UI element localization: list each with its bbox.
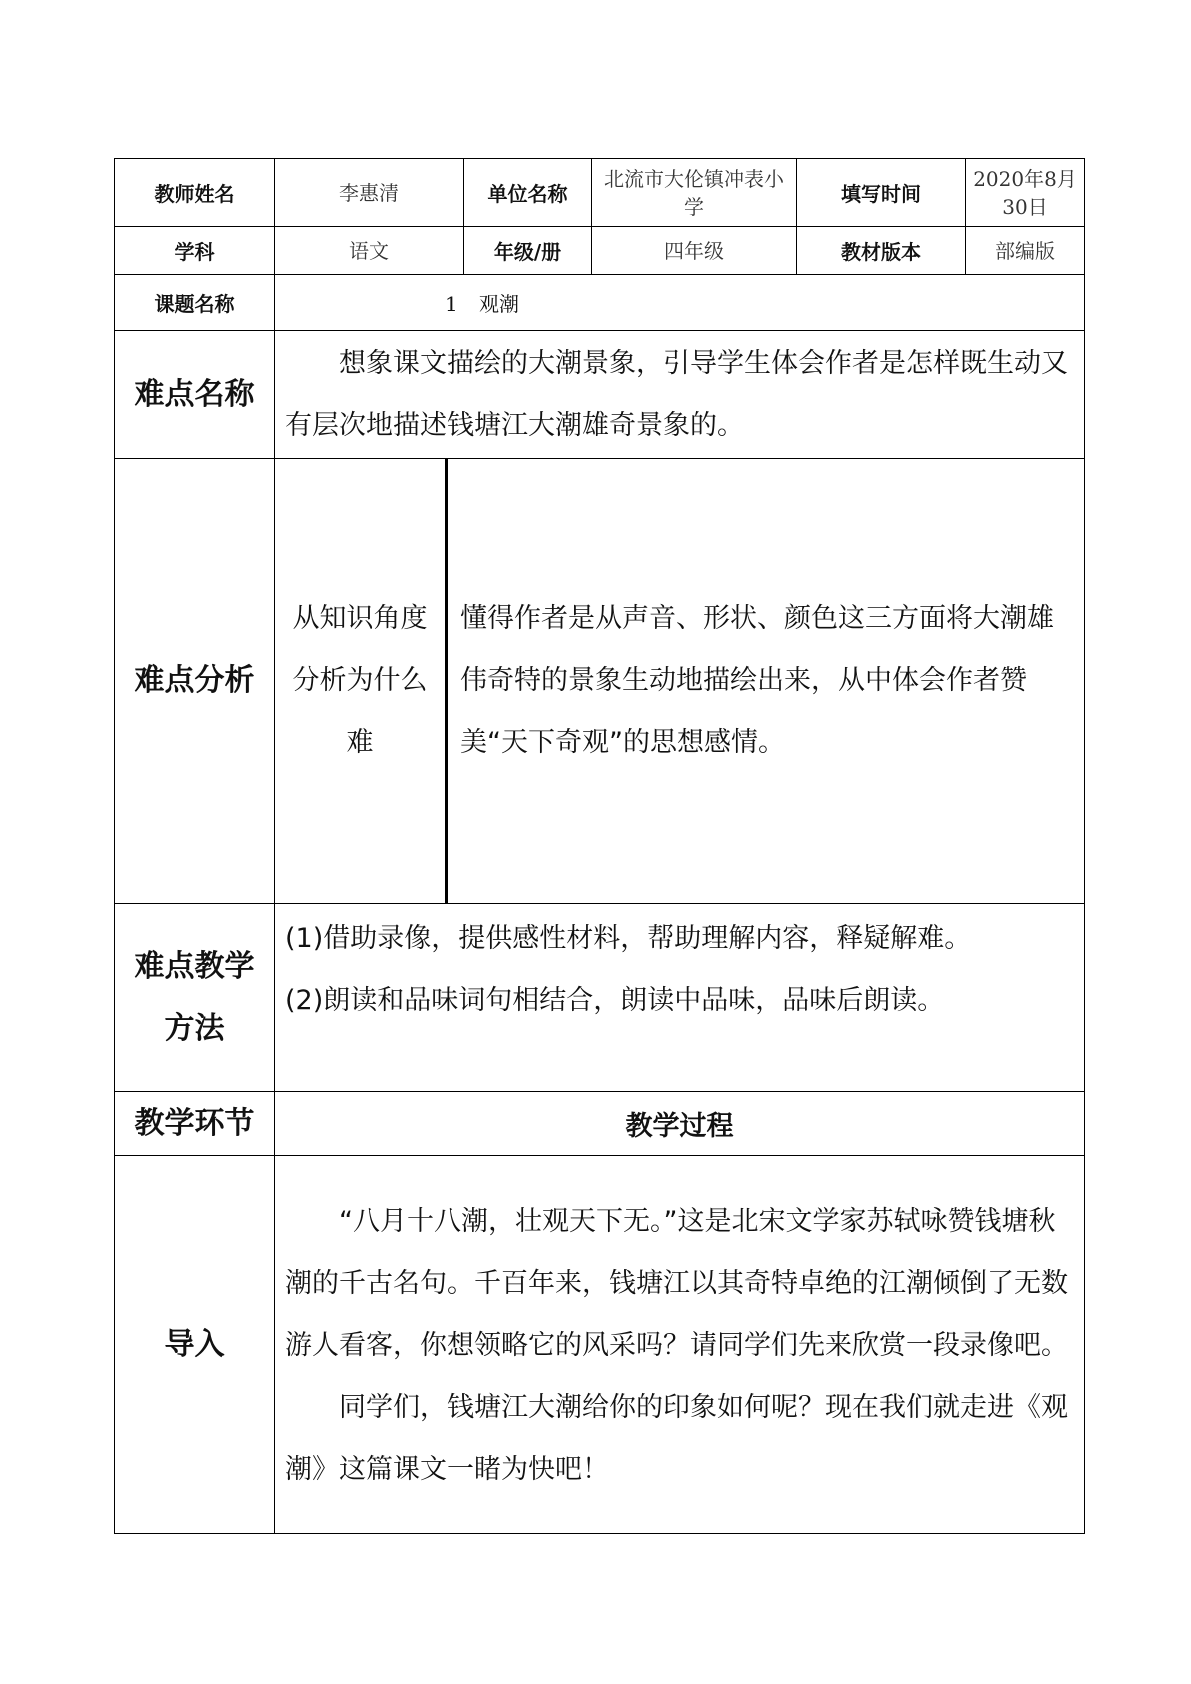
subject-value: 语文 bbox=[275, 227, 464, 275]
info-row-2 bbox=[115, 227, 1085, 275]
stage-intro-label: 导入 bbox=[115, 1156, 275, 1534]
date-label: 填写时间 bbox=[797, 159, 966, 227]
difficulty-name-text: 想象课文描绘的大潮景象，引导学生体会作者是怎样既生动又有层次地描述钱塘江大潮雄奇景象的。 bbox=[275, 331, 1085, 459]
unit-name-label: 单位名称 bbox=[464, 159, 592, 227]
method-list bbox=[275, 904, 1085, 1092]
topic-title: 观潮 bbox=[479, 292, 519, 316]
unit-name-value: 北流市大伦镇冲表小学 bbox=[592, 159, 797, 227]
intro-row bbox=[115, 1156, 1085, 1534]
edition-label: 教材版本 bbox=[797, 227, 966, 275]
difficulty-method-label: 难点教学方法 bbox=[115, 904, 275, 1092]
topic-label: 课题名称 bbox=[115, 275, 275, 331]
analysis-text: 懂得作者是从声音、形状、颜色这三方面将大潮雄伟奇特的景象生动地描绘出来，从中体会作者赞美“天下奇观”的思想感情。 bbox=[447, 459, 1085, 904]
topic-value bbox=[275, 275, 1085, 331]
grade-value: 四年级 bbox=[592, 227, 797, 275]
difficulty-method-row bbox=[115, 904, 1085, 1092]
method-item-2: (2)朗读和品味词句相结合，朗读中品味，品味后朗读。 bbox=[285, 985, 945, 1016]
topic-row bbox=[115, 275, 1085, 331]
intro-paragraph-2: 同学们，钱塘江大潮给你的印象如何呢？现在我们就走进《观潮》这篇课文一睹为快吧！ bbox=[285, 1391, 1068, 1485]
analysis-angle: 从知识角度分析为什么难 bbox=[275, 459, 447, 904]
grade-label: 年级/册 bbox=[464, 227, 592, 275]
intro-content bbox=[275, 1156, 1085, 1534]
subject-label: 学科 bbox=[115, 227, 275, 275]
lesson-plan-table bbox=[114, 158, 1085, 1534]
topic-number: 1 bbox=[445, 292, 458, 316]
difficulty-name-row bbox=[115, 331, 1085, 459]
intro-paragraph-1: “八月十八潮，壮观天下无。”这是北宋文学家苏轼咏赞钱塘秋潮的千古名句。千百年来，钱塘江以其奇特卓绝的江潮倾倒了无数游人看客，你想领略它的风采吗？请同学们先来欣赏一段录像吧。 bbox=[285, 1205, 1068, 1361]
teacher-name-value: 李惠清 bbox=[275, 159, 464, 227]
edition-value: 部编版 bbox=[966, 227, 1085, 275]
process-header-row bbox=[115, 1092, 1085, 1156]
difficulty-analysis-label: 难点分析 bbox=[115, 459, 275, 904]
difficulty-name-label: 难点名称 bbox=[115, 331, 275, 459]
date-value: 2020年8月30日 bbox=[966, 159, 1085, 227]
process-header: 教学过程 bbox=[275, 1092, 1085, 1156]
stage-header: 教学环节 bbox=[115, 1092, 275, 1156]
difficulty-analysis-row bbox=[115, 459, 1085, 904]
method-item-1: (1)借助录像，提供感性材料，帮助理解内容，释疑解难。 bbox=[285, 923, 972, 954]
teacher-name-label: 教师姓名 bbox=[115, 159, 275, 227]
info-row-1 bbox=[115, 159, 1085, 227]
